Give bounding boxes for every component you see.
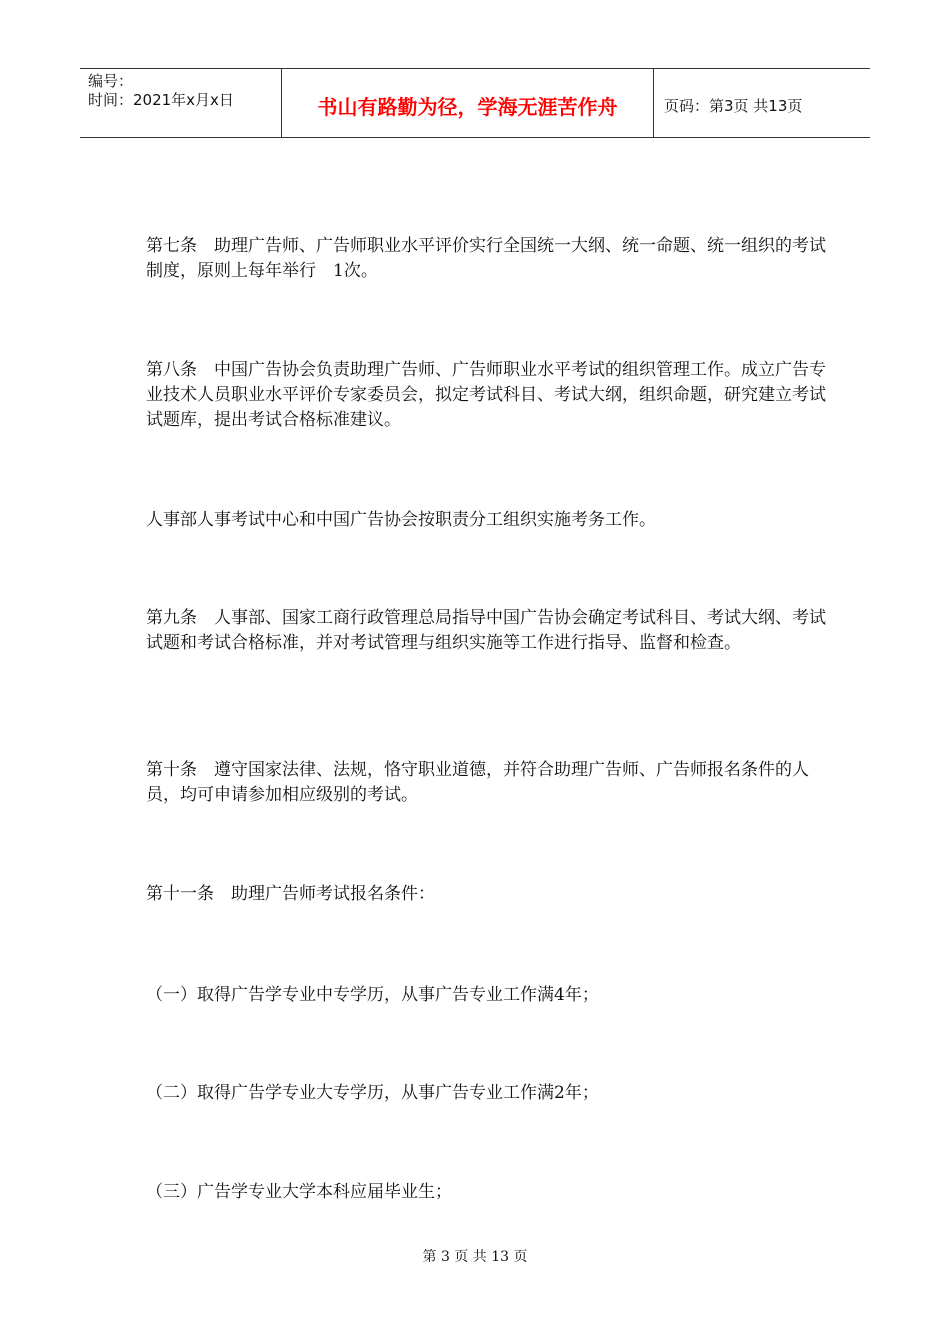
article-8: 第八条 中国广告协会负责助理广告师、广告师职业水平考试的组织管理工作。成立广告专业技术人员职业水平评价专家委员会，拟定考试科目、考试大纲，组织命题，研究建立考试试题库，提出考试合格标准建议。	[146, 360, 826, 430]
article-7: 第七条 助理广告师、广告师职业水平评价实行全国统一大纲、统一命题、统一组织的考试制度，原则上每年举行 1次。	[146, 236, 826, 281]
page-header	[80, 68, 870, 138]
article-9: 第九条 人事部、国家工商行政管理总局指导中国广告协会确定考试科目、考试大纲、考试试题和考试合格标准，并对考试管理与组织实施等工作进行指导、监督和检查。	[146, 608, 826, 653]
document-time-label: 时间：2021年x月x日	[88, 91, 234, 109]
header-page-label: 页码：第3页 共13页	[664, 96, 803, 115]
header-motto: 书山有路勤为径，学海无涯苦作舟	[282, 69, 654, 137]
condition-2: （二）取得广告学专业大专学历，从事广告专业工作满2年；	[146, 1083, 599, 1103]
exam-affairs-paragraph: 人事部人事考试中心和中国广告协会按职责分工组织实施考务工作。	[146, 510, 656, 530]
article-10: 第十条 遵守国家法律、法规，恪守职业道德，并符合助理广告师、广告师报名条件的人员，均可申请参加相应级别的考试。	[146, 760, 809, 805]
article-11: 第十一条 助理广告师考试报名条件：	[146, 884, 435, 904]
page-footer: 第 3 页 共 13 页	[422, 1249, 528, 1265]
condition-1: （一）取得广告学专业中专学历，从事广告专业工作满4年；	[146, 985, 599, 1005]
header-meta	[80, 69, 282, 137]
condition-3: （三）广告学专业大学本科应届毕业生；	[146, 1182, 452, 1202]
document-number-label: 编号：	[88, 72, 134, 90]
